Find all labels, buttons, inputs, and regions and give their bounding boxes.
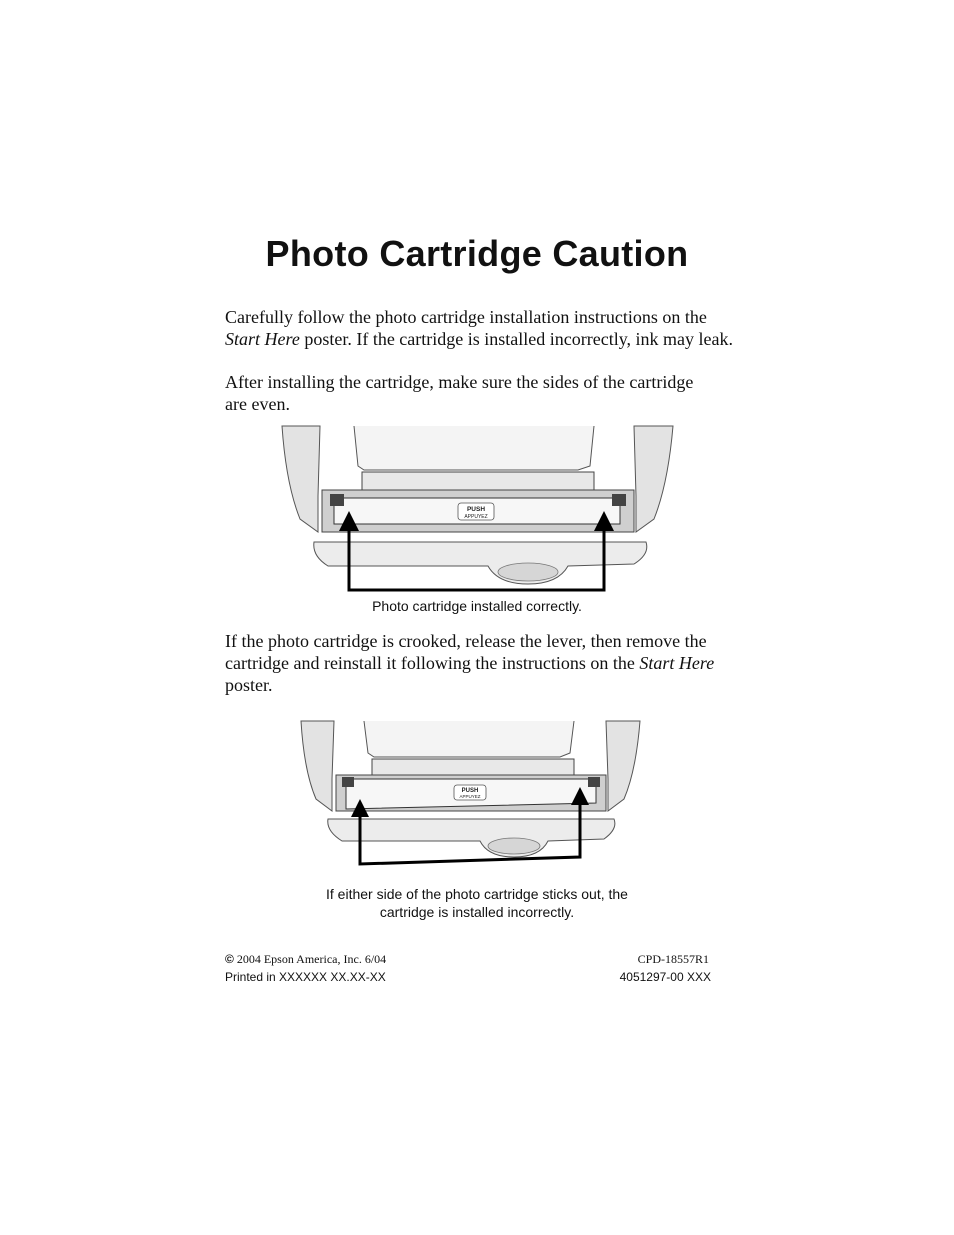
cartridge-right-latch	[612, 494, 626, 506]
copyright-notice	[225, 952, 386, 967]
crooked-line-3: poster.	[225, 675, 273, 695]
intro-paragraph	[225, 306, 745, 350]
figure-2-caption-line-2: cartridge is installed incorrectly.	[379, 904, 575, 920]
push-sublabel: APPUYEZ	[464, 514, 488, 520]
printer-left-side	[282, 426, 320, 532]
push-label: PUSH	[466, 506, 486, 513]
crooked-line-2-text: cartridge and reinstall it following the instructions on the	[225, 653, 640, 673]
crooked-line-1: If the photo cartridge is crooked, release the lever, then remove the	[225, 631, 707, 651]
paper-support	[364, 721, 574, 757]
figure-2-caption-line-1: If either side of the photo cartridge sticks out, the	[326, 886, 628, 902]
output-tray	[314, 542, 647, 584]
cartridge-left-latch	[342, 777, 354, 787]
intro-line-2	[225, 328, 745, 350]
tray-grip	[498, 563, 558, 581]
cartridge-lever	[362, 472, 594, 490]
page-title: Photo Cartridge Caution	[265, 233, 689, 274]
intro-line-1: Carefully follow the photo cartridge installation instructions on the	[225, 307, 707, 327]
intro-line-2-text: poster. If the cartridge is installed incorrectly, ink may leak.	[299, 329, 734, 349]
cartridge-left-latch	[330, 494, 344, 506]
correct-installation-illustration	[278, 424, 678, 592]
check-line-2: are even.	[225, 394, 290, 414]
copyright-text: 2004 Epson America, Inc. 6/04	[236, 952, 387, 966]
printer-left-side	[301, 721, 334, 811]
check-paragraph	[225, 371, 745, 415]
crooked-paragraph	[225, 630, 745, 696]
cartridge-lever	[372, 759, 574, 775]
printed-in: Printed in XXXXXX XX.XX-XX	[225, 970, 386, 984]
push-label: PUSH	[461, 788, 479, 794]
copyright-symbol: ©	[225, 952, 234, 966]
cartridge-right-latch	[588, 777, 600, 787]
start-here-reference: Start Here	[225, 329, 300, 349]
part-number: 4051297-00 XXX	[619, 970, 711, 984]
printer-right-side	[634, 426, 673, 532]
figure-2-caption	[0, 885, 954, 921]
push-sublabel: APPUYEZ	[459, 794, 481, 799]
figure-1-caption: Photo cartridge installed correctly.	[372, 598, 582, 614]
tray-grip	[488, 838, 540, 854]
output-tray	[328, 819, 615, 857]
printer-right-side	[606, 721, 640, 811]
check-line-1: After installing the cartridge, make sure the sides of the cartridge	[225, 372, 694, 392]
crooked-line-2	[225, 652, 745, 674]
start-here-reference-2: Start Here	[639, 653, 715, 673]
incorrect-installation-illustration	[298, 719, 644, 867]
paper-support	[354, 426, 594, 470]
cpd-number: CPD-18557R1	[637, 952, 709, 966]
